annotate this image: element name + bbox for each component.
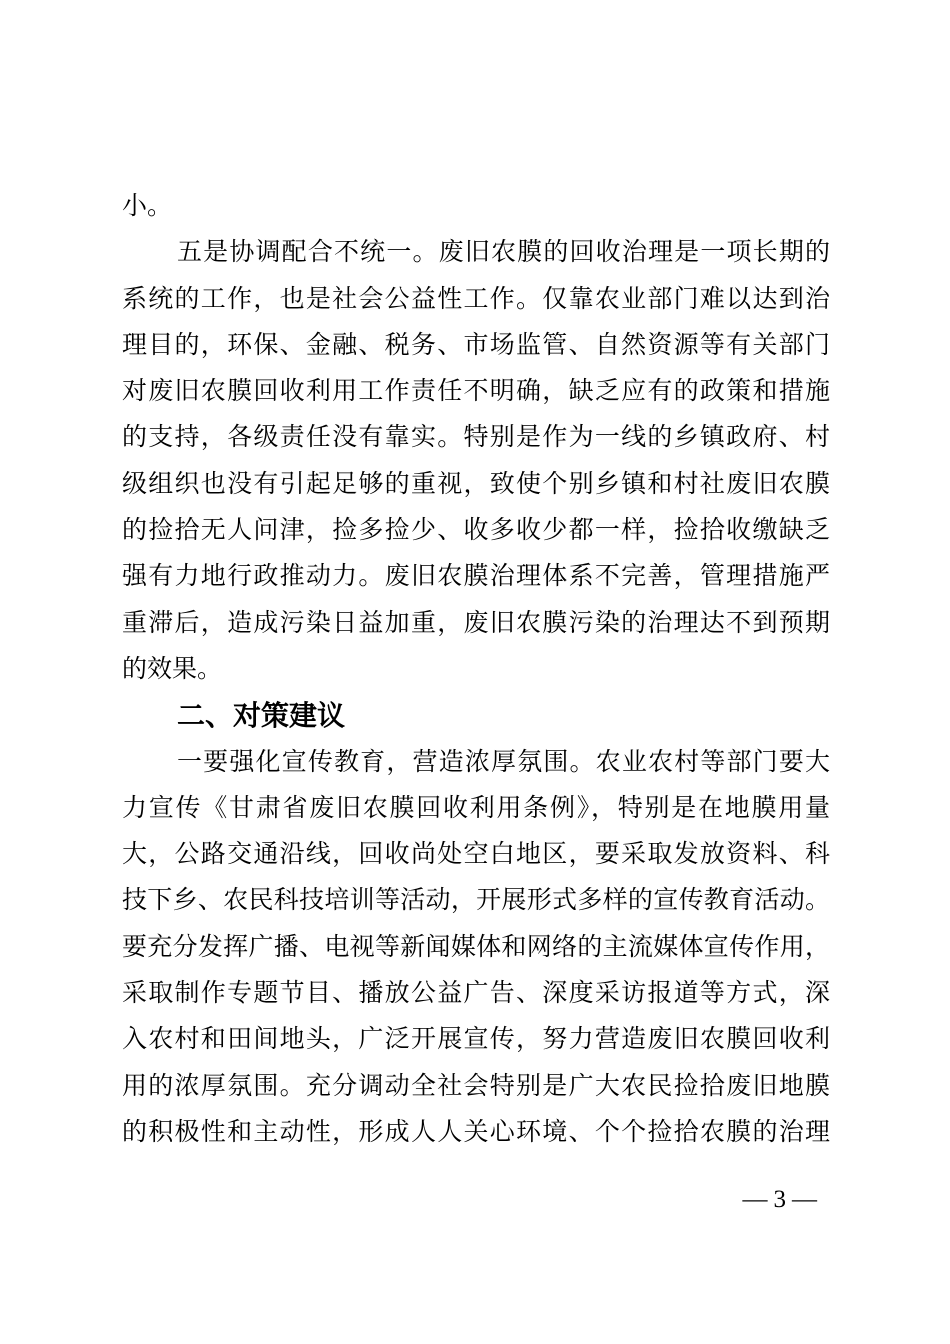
text-line: 入农村和田间地头，广泛开展宣传，努力营造废旧农膜回收利 (122, 1026, 830, 1054)
text-line: 要充分发挥广播、电视等新闻媒体和网络的主流媒体宣传作用， (122, 933, 830, 961)
text-line: 强有力地行政推动力。废旧农膜治理体系不完善，管理措施严 (122, 563, 830, 591)
text-line: 小。 (122, 193, 173, 220)
page-number: —3— (742, 1186, 823, 1213)
body-text (122, 184, 830, 1156)
text-line: 五是协调配合不统一。废旧农膜的回收治理是一项长期的 (177, 239, 830, 267)
text-line: 力宣传《甘肃省废旧农膜回收利用条例》，特别是在地膜用量 (122, 794, 830, 822)
text-line: 的效果。 (122, 655, 223, 683)
text-line: 用的浓厚氛围。充分调动全社会特别是广大农民捡拾废旧地膜 (122, 1072, 830, 1100)
text-line: 系统的工作，也是社会公益性工作。仅靠农业部门难以达到治 (122, 285, 830, 313)
text-line: 对废旧农膜回收利用工作责任不明确，缺乏应有的政策和措施 (122, 378, 830, 406)
text-line: 的捡拾无人问津，捡多捡少、收多收少都一样，捡拾收缴缺乏 (122, 517, 830, 545)
text-line: 技下乡、农民科技培训等活动，开展形式多样的宣传教育活动。 (122, 887, 830, 915)
text-line: 重滞后，造成污染日益加重，废旧农膜污染的治理达不到预期 (122, 609, 830, 637)
text-line: 的积极性和主动性，形成人人关心环境、个个捡拾农膜的治理 (122, 1118, 830, 1146)
section-heading: 二、对策建议 (177, 700, 346, 732)
text-line: 理目的，环保、金融、税务、市场监管、自然资源等有关部门 (122, 331, 830, 359)
text-line: 一要强化宣传教育，营造浓厚氛围。农业农村等部门要大 (177, 748, 830, 776)
text-line: 级组织也没有引起足够的重视，致使个别乡镇和村社废旧农膜 (122, 470, 830, 498)
text-line: 的支持，各级责任没有靠实。特别是作为一线的乡镇政府、村 (122, 424, 830, 452)
text-line: 大，公路交通沿线，回收尚处空白地区，要采取发放资料、科 (122, 841, 830, 869)
text-line: 采取制作专题节目、播放公益广告、深度采访报道等方式，深 (122, 980, 830, 1008)
